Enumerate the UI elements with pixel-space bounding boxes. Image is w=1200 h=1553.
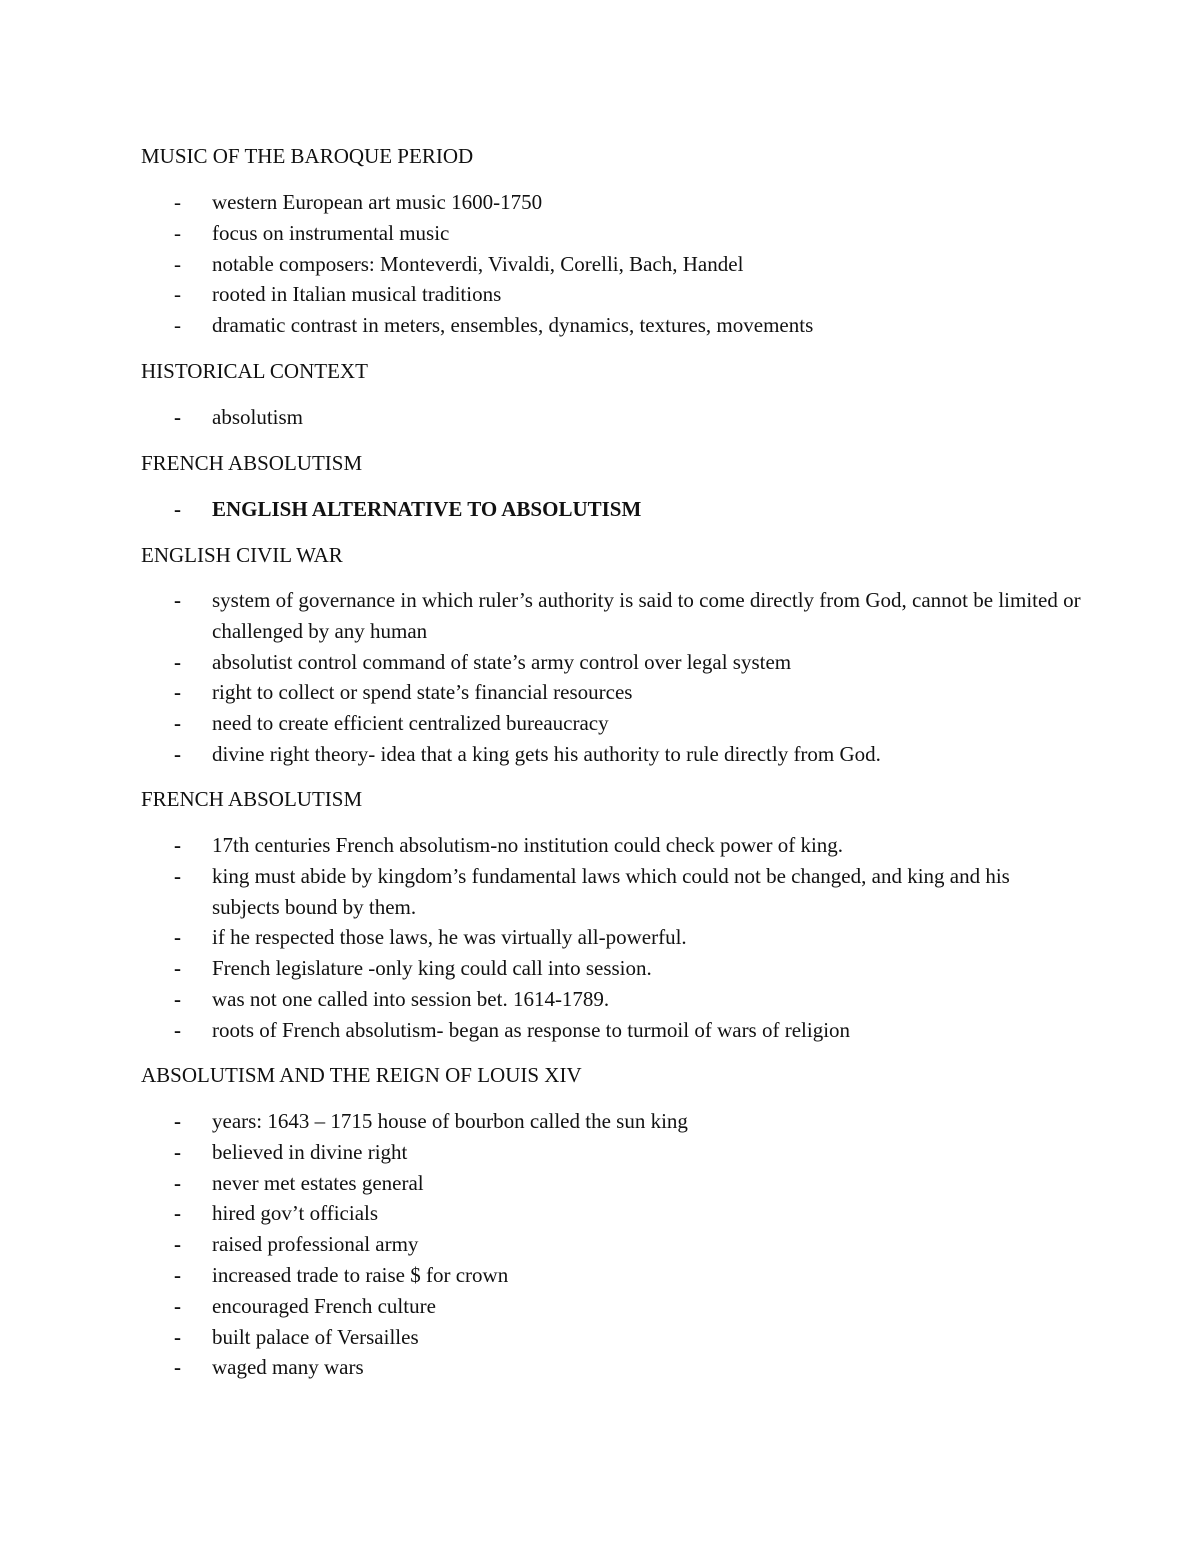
list-item (141, 494, 1081, 525)
list-item-text: need to create efficient centralized bureaucracy (212, 711, 609, 736)
list-item (141, 1322, 1081, 1353)
section-heading: ENGLISH CIVIL WAR (141, 543, 343, 567)
list-item (141, 1015, 1081, 1046)
section-french-absolutism-2 (141, 784, 1081, 1042)
list-item-text: if he respected those laws, he was virtually all-powerful. (212, 925, 687, 950)
list-item (141, 739, 1081, 770)
bullet-dash: - (174, 925, 181, 950)
list-item (141, 1291, 1081, 1322)
list-item-text: notable composers: Monteverdi, Vivaldi, Corelli, Bach, Handel (212, 251, 744, 276)
bullet-dash: - (174, 833, 181, 857)
bullet-dash: - (174, 220, 181, 245)
list-item (141, 953, 1081, 984)
section-heading: MUSIC OF THE BAROQUE PERIOD (141, 144, 474, 168)
bullet-dash: - (174, 711, 181, 736)
bullet-list (141, 402, 1081, 433)
bullet-dash: - (174, 680, 181, 705)
bullet-dash: - (174, 1109, 181, 1133)
list-item-text: absolutist control command of state’s army control over legal system (212, 649, 792, 674)
bullet-dash: - (174, 282, 181, 307)
section-heading: FRENCH ABSOLUTISM (141, 451, 363, 475)
list-item-text: absolutism (212, 405, 304, 429)
list-item-text: encouraged French culture (212, 1293, 436, 1318)
bullet-dash: - (174, 863, 181, 888)
bullet-dash: - (174, 251, 181, 276)
list-item (141, 249, 1081, 280)
list-item-text: divine right theory- idea that a king gets his authority to rule directly from God. (212, 741, 881, 766)
bullet-dash: - (174, 497, 181, 521)
section-louis-xiv (141, 1060, 1081, 1380)
list-item-text: raised professional army (212, 1232, 419, 1257)
list-item-text: believed in divine right (212, 1139, 408, 1164)
list-item-text: right to collect or spend state’s financial resources (212, 680, 633, 705)
list-item (141, 1168, 1081, 1199)
bullet-dash: - (174, 313, 181, 338)
list-item-text: built palace of Versailles (212, 1324, 419, 1349)
bullet-dash: - (174, 741, 181, 766)
list-item (141, 922, 1081, 953)
list-item-text: increased trade to raise $ for crown (212, 1262, 509, 1287)
bullet-dash: - (174, 1017, 181, 1042)
list-item-text: dramatic contrast in meters, ensembles, dynamics, textures, movements (212, 313, 814, 338)
list-item (141, 708, 1081, 739)
section-heading: FRENCH ABSOLUTISM (141, 787, 363, 811)
bullet-dash: - (174, 1293, 181, 1318)
list-item (141, 1137, 1081, 1168)
bullet-dash: - (174, 956, 181, 981)
list-item (141, 402, 1081, 433)
list-item (141, 585, 1081, 647)
list-item-text: western European art music 1600-1750 (212, 190, 543, 214)
list-item-text: system of governance in which ruler’s authority is said to come directly from God, cannot be limited or challenged by any human (212, 588, 1081, 643)
list-item-text: ENGLISH ALTERNATIVE TO ABSOLUTISM (212, 497, 642, 521)
list-item (141, 187, 1081, 218)
list-item (141, 647, 1081, 678)
section-music-baroque (141, 141, 1081, 338)
list-item-text: 17th centuries French absolutism-no institution could check power of king. (212, 833, 844, 857)
bullet-dash: - (174, 1324, 181, 1349)
list-item (141, 279, 1081, 310)
list-item-text: rooted in Italian musical traditions (212, 282, 502, 307)
bullet-dash: - (174, 1355, 181, 1380)
list-item (141, 1229, 1081, 1260)
list-item (141, 830, 1081, 861)
list-item (141, 677, 1081, 708)
list-item (141, 310, 1081, 341)
list-item-text: years: 1643 – 1715 house of bourbon called the sun king (212, 1109, 688, 1133)
bullet-list (141, 1106, 1081, 1383)
list-item (141, 984, 1081, 1015)
list-item-text: French legislature -only king could call into session. (212, 956, 652, 981)
section-english-civil-war (141, 540, 1081, 766)
bullet-dash: - (174, 1170, 181, 1195)
list-item-text: focus on instrumental music (212, 220, 450, 245)
bullet-dash: - (174, 1232, 181, 1257)
bullet-dash: - (174, 649, 181, 674)
section-historical-context (141, 356, 1081, 429)
section-heading: ABSOLUTISM AND THE REIGN OF LOUIS XIV (141, 1063, 582, 1087)
bullet-dash: - (174, 190, 181, 214)
list-item (141, 1260, 1081, 1291)
section-heading: HISTORICAL CONTEXT (141, 359, 368, 383)
bullet-dash: - (174, 405, 181, 429)
bullet-list (141, 830, 1081, 1046)
bullet-dash: - (174, 1201, 181, 1226)
list-item (141, 1106, 1081, 1137)
bullet-dash: - (174, 588, 181, 612)
list-item-text: never met estates general (212, 1170, 424, 1195)
bullet-list (141, 187, 1081, 341)
bullet-dash: - (174, 1262, 181, 1287)
list-item (141, 218, 1081, 249)
list-item-text: roots of French absolutism- began as response to turmoil of wars of religion (212, 1017, 851, 1042)
list-item-text: waged many wars (212, 1355, 364, 1380)
bullet-dash: - (174, 986, 181, 1011)
bullet-dash: - (174, 1139, 181, 1164)
list-item-text: king must abide by kingdom’s fundamental laws which could not be changed, and king and his subjects bound by them. (212, 863, 1010, 919)
bullet-list (141, 585, 1081, 770)
list-item-text: hired gov’t officials (212, 1201, 379, 1226)
list-item (141, 861, 1081, 923)
bullet-list (141, 494, 1081, 525)
list-item (141, 1352, 1081, 1383)
list-item-text: was not one called into session bet. 1614-1789. (212, 986, 610, 1011)
list-item (141, 1198, 1081, 1229)
section-french-absolutism-1 (141, 448, 1081, 521)
